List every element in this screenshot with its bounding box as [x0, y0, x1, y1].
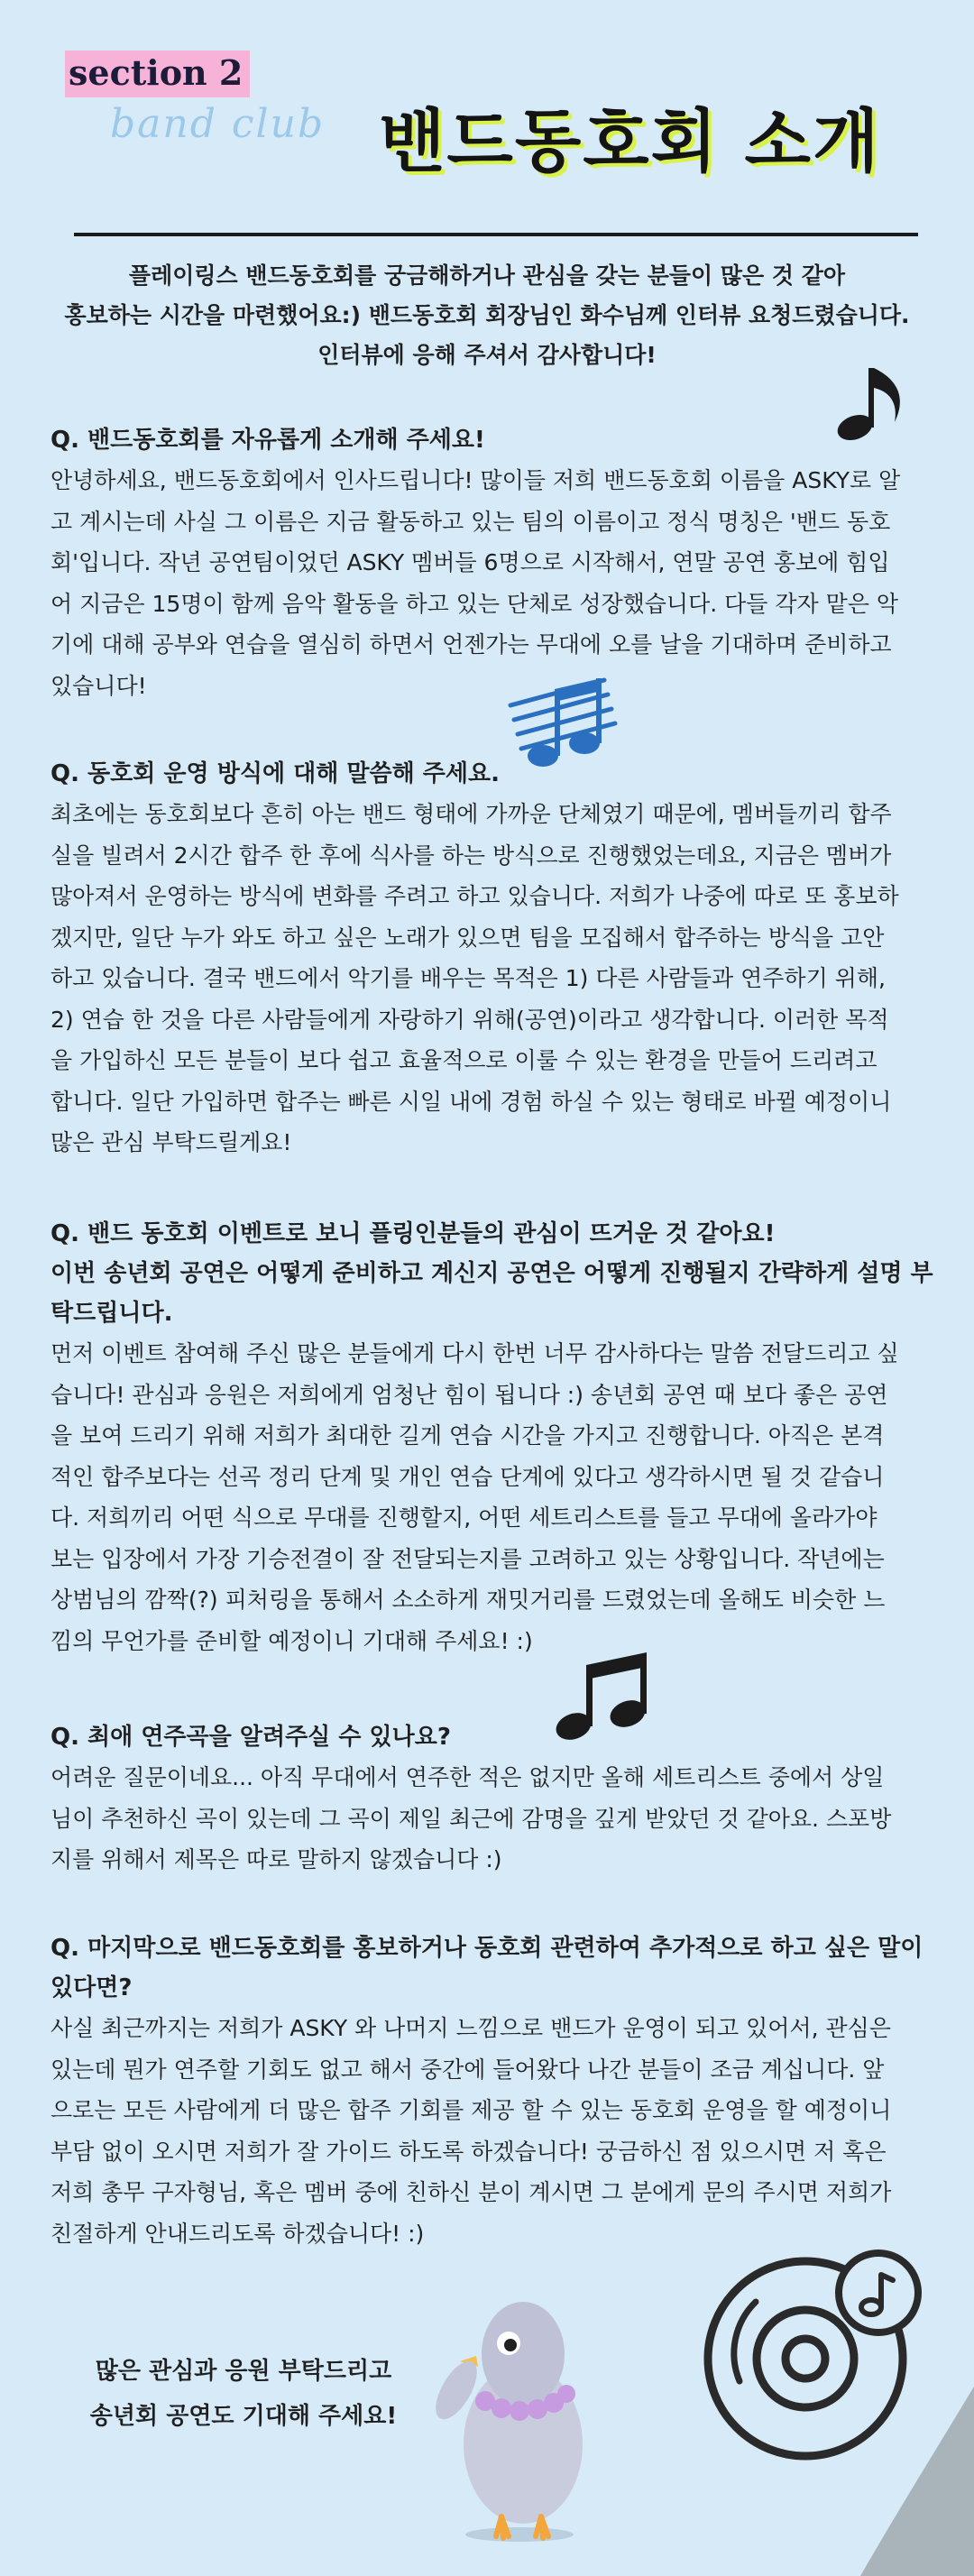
- divider: [74, 233, 918, 236]
- answer-line: 많아져서 운영하는 방식에 변화를 주려고 하고 있습니다. 저희가 나중에 따로 또 홍보하: [51, 883, 899, 909]
- answer-line: 적인 합주보다는 선곡 정리 단계 및 개인 연습 단계에 있다고 생각하시면 될 것 같습니: [51, 1463, 885, 1490]
- subtitle: band club: [110, 101, 326, 147]
- answer-line: 있습니다!: [51, 672, 147, 699]
- answer: [51, 1333, 934, 1661]
- eighth-note-icon: [822, 359, 909, 446]
- answer-line: 2) 연습 한 것을 다른 사람들에게 자랑하기 위해(공연)이라고 생각합니다. 이러한 목적: [51, 1006, 889, 1033]
- intro: [54, 256, 920, 375]
- answer-line: 다. 저희끼리 어떤 식으로 무대를 진행할지, 어떤 세트리스트를 들고 무대에 올라가야: [51, 1504, 878, 1531]
- answer-line: 합니다. 일단 가입하면 합주는 빠른 시일 내에 경험 하실 수 있는 형태로 바뀔 예정이니: [51, 1088, 892, 1115]
- answer: [51, 794, 934, 1164]
- answer-line: 많은 관심 부탁드릴게요!: [51, 1129, 292, 1155]
- answer-line: 사실 최근까지는 저희가 ASKY 와 나머지 느낌으로 밴드가 운영이 되고 있어서, 관심은: [51, 2015, 891, 2041]
- answer: [51, 1757, 934, 1881]
- qa-block-3: [51, 1214, 934, 1661]
- answer-line: 회'입니다. 작년 공연팀이었던 ASKY 멤버들 6명으로 시작해서, 연말 공연 홍보에 힘입: [51, 549, 890, 575]
- sheet-music-note-icon: [505, 669, 622, 777]
- closing-message: [54, 2349, 433, 2439]
- answer: [51, 2008, 934, 2254]
- answer-line: 어 지금은 15명이 함께 음악 활동을 하고 있는 단체로 성장했습니다. 다들 각자 맡은 악: [51, 590, 899, 617]
- answer-line: 낌의 무언가를 준비할 예정이니 기대해 주세요! :): [51, 1627, 533, 1654]
- answer-line: 친절하게 안내드리도록 하겠습니다! :): [51, 2220, 425, 2247]
- page-title: 밴드동호회 소개: [379, 101, 881, 181]
- section-label: section 2: [65, 51, 250, 97]
- question: Q. 밴드동호회를 자유롭게 소개해 주세요!: [51, 427, 485, 454]
- answer-line: 을 가입하신 모든 분들이 보다 쉽고 효율적으로 이룰 수 있는 환경을 만들어 드리려고: [51, 1047, 878, 1073]
- answer-line: 님이 추천하신 곡이 있는데 그 곡이 제일 최근에 감명을 깊게 받았던 것 같아요. 스포방: [51, 1805, 892, 1832]
- answer-line: 먼저 이벤트 참여해 주신 많은 분들에게 다시 한번 너무 감사하다는 말씀 전달드리고 싶: [51, 1340, 899, 1366]
- answer: [51, 460, 934, 706]
- intro-line: 인터뷰에 응해 주셔서 감사합니다!: [317, 342, 657, 368]
- closing-line: 송년회 공연도 기대해 주세요!: [89, 2403, 398, 2430]
- intro-line: 홍보하는 시간을 마련했어요:) 밴드동호회 회장님인 화수님께 인터뷰 요청드렸습니다.: [64, 302, 910, 328]
- answer-line: 겠지만, 일단 누가 와도 하고 싶은 노래가 있으면 팀을 모집해서 합주하는 방식을 고안: [51, 924, 885, 951]
- closing-line: 많은 관심과 응원 부탁드리고: [95, 2358, 392, 2385]
- question: Q. 최애 연주곡을 알려주실 수 있나요?: [51, 1724, 451, 1751]
- question: Q. 마지막으로 밴드동호회를 홍보하거나 동호회 관련하여 추가적으로 하고 싶은 말이 있다면?: [51, 1935, 923, 2001]
- answer-line: 보는 입장에서 가장 기승전결이 잘 전달되는지를 고려하고 있는 상황입니다. 작년에는: [51, 1545, 885, 1572]
- qa-block-5: [51, 1928, 934, 2254]
- answer-line: 있는데 뭔가 연주할 기회도 없고 해서 중간에 들어왔다 나간 분들이 조금 계십니다. 앞: [51, 2056, 885, 2083]
- answer-line: 으로는 모든 사람에게 더 많은 합주 기회를 제공 할 수 있는 동호회 운영을 할 예정이니: [51, 2097, 892, 2123]
- answer-line: 기에 대해 공부와 연습을 열심히 하면서 언젠가는 무대에 오를 날을 기대하며 준비하고: [51, 631, 892, 658]
- answer-line: 저희 총무 구자형님, 혹은 멤버 중에 친하신 분이 계시면 그 분에게 문의 주시면 저희가: [51, 2179, 892, 2205]
- qa-block-4: [51, 1717, 934, 1881]
- qa-block-2: [51, 754, 934, 1164]
- question: Q. 동호회 운영 방식에 대해 말씀해 주세요.: [51, 760, 501, 787]
- intro-line: 플레이링스 밴드동호회를 궁금해하거나 관심을 갖는 분들이 많은 것 같아: [128, 262, 846, 289]
- answer-line: 최초에는 동호회보다 흔히 아는 밴드 형태에 가까운 단체였기 때문에, 멤버들끼리 합주: [51, 801, 892, 827]
- answer-line: 지를 위해서 제목은 따로 말하지 않겠습니다 :): [51, 1846, 502, 1872]
- answer-line: 부담 없이 오시면 저희가 잘 가이드 하도록 하겠습니다! 궁금하신 점 있으시면 저 혹은: [51, 2138, 887, 2165]
- corner-curl-decoration: [860, 2387, 974, 2576]
- pigeon-mascot: [433, 2273, 613, 2544]
- answer-line: 어려운 질문이네요... 아직 무대에서 연주한 적은 없지만 올해 세트리스트 중에서 상일: [51, 1764, 885, 1790]
- answer-line: 실을 빌려서 2시간 합주 한 후에 식사를 하는 방식으로 진행했었는데요, 지금은 멤버가: [51, 842, 892, 869]
- answer-line: 하고 있습니다. 결국 밴드에서 악기를 배우는 목적은 1) 다른 사람들과 연주하기 위해,: [51, 965, 886, 991]
- question: Q. 밴드 동호회 이벤트로 보니 플링인분들의 관심이 뜨거운 것 같아요! 이번 송년회 공연은 어떻게 준비하고 계신지 공연은 어떻게 진행될지 간략하게 설명 부 탁드립니다.: [51, 1220, 933, 1327]
- answer-line: 안녕하세요, 밴드동호회에서 인사드립니다! 많이들 저희 밴드동호회 이름을 ASKY로 알: [51, 467, 901, 493]
- answer-line: 상범님의 깜짝(?) 피처링을 통해서 소소하게 재밋거리를 드렸었는데 올해도 비슷한 느: [51, 1587, 886, 1613]
- beamed-notes-icon: [547, 1647, 655, 1746]
- answer-line: 습니다! 관심과 응원은 저희에게 엄청난 힘이 됩니다 :) 송년회 공연 때 보다 좋은 공연: [51, 1381, 888, 1408]
- qa-block-1: [51, 420, 934, 706]
- answer-line: 을 보여 드리기 위해 저희가 최대한 길게 연습 시간을 가지고 진행합니다. 아직은 본격: [51, 1422, 885, 1449]
- answer-line: 고 계시는데 사실 그 이름은 지금 활동하고 있는 팀의 이름이고 정식 명칭은 '밴드 동호: [51, 508, 891, 535]
